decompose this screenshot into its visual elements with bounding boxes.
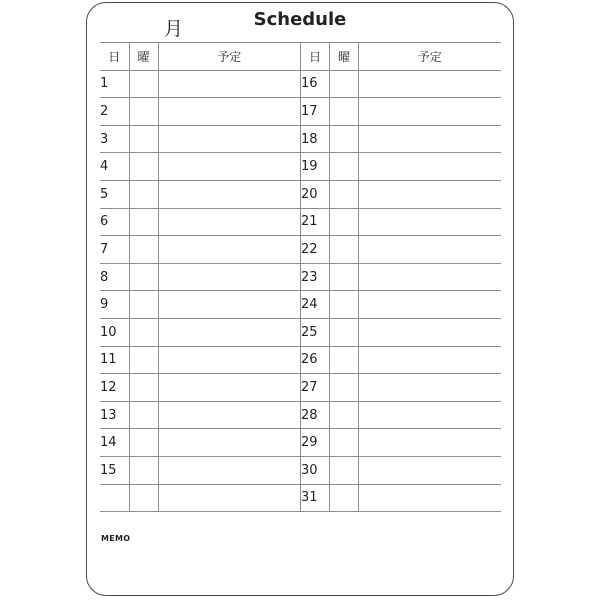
weekday-cell [330,98,359,126]
schedule-row [301,429,501,457]
schedule-table-right [300,42,501,512]
schedule-row [301,236,501,264]
day-number: 2 [100,98,129,126]
plan-cell [359,236,501,264]
weekday-cell [129,374,158,402]
day-number: 19 [301,153,330,181]
plan-cell [158,484,300,512]
weekday-cell [330,346,359,374]
header-row [100,43,300,71]
day-number: 9 [100,291,129,319]
plan-cell [359,429,501,457]
plan-cell [158,401,300,429]
schedule-table-left [100,42,300,512]
column-header-plan: 予定 [158,43,300,71]
day-number: 6 [100,208,129,236]
plan-cell [158,429,300,457]
plan-cell [158,98,300,126]
weekday-cell [129,98,158,126]
day-number: 14 [100,429,129,457]
day-number: 21 [301,208,330,236]
day-number: 13 [100,401,129,429]
weekday-cell [129,180,158,208]
plan-cell [359,456,501,484]
schedule-row [100,456,300,484]
day-number: 3 [100,125,129,153]
schedule-row [301,318,501,346]
day-number: 1 [100,70,129,98]
weekday-cell [330,236,359,264]
day-number: 27 [301,374,330,402]
plan-cell [359,318,501,346]
page-title: Schedule [253,9,347,30]
plan-cell [158,70,300,98]
schedule-row [301,291,501,319]
weekday-cell [129,318,158,346]
plan-cell [158,374,300,402]
weekday-cell [129,125,158,153]
weekday-cell [330,180,359,208]
month-label: 月 [164,18,184,40]
schedule-row [100,153,300,181]
weekday-cell [330,125,359,153]
column-header-weekday: 曜 [330,43,359,71]
memo-label: MEMO [101,534,131,543]
plan-cell [359,70,501,98]
day-number: 12 [100,374,129,402]
schedule-row [100,484,300,512]
weekday-cell [129,429,158,457]
weekday-cell [129,291,158,319]
day-number: 30 [301,456,330,484]
schedule-row [301,456,501,484]
plan-cell [359,374,501,402]
day-number: 17 [301,98,330,126]
schedule-row [301,484,501,512]
column-header-weekday: 曜 [129,43,158,71]
weekday-cell [129,346,158,374]
plan-cell [359,346,501,374]
plan-cell [359,180,501,208]
day-number: 18 [301,125,330,153]
schedule-row [100,263,300,291]
plan-cell [158,153,300,181]
schedule-row [100,374,300,402]
weekday-cell [129,70,158,98]
schedule-row [301,125,501,153]
schedule-row [100,98,300,126]
column-header-day: 日 [100,43,129,71]
plan-cell [359,484,501,512]
day-number: 10 [100,318,129,346]
schedule-row [301,153,501,181]
weekday-cell [330,70,359,98]
day-number: 25 [301,318,330,346]
schedule-row [100,70,300,98]
schedule-row [100,429,300,457]
day-number: 23 [301,263,330,291]
weekday-cell [330,484,359,512]
plan-cell [158,125,300,153]
plan-cell [359,263,501,291]
day-number: 29 [301,429,330,457]
weekday-cell [129,153,158,181]
weekday-cell [330,263,359,291]
plan-cell [158,346,300,374]
schedule-row [301,263,501,291]
plan-cell [158,291,300,319]
weekday-cell [129,456,158,484]
plan-cell [158,263,300,291]
day-number: 16 [301,70,330,98]
schedule-row [100,125,300,153]
plan-cell [158,236,300,264]
weekday-cell [330,208,359,236]
header-row [301,43,501,71]
day-number: 5 [100,180,129,208]
schedule-row [100,318,300,346]
plan-cell [158,180,300,208]
day-number: 22 [301,236,330,264]
weekday-cell [330,401,359,429]
plan-cell [158,318,300,346]
day-number [100,484,129,512]
weekday-cell [330,456,359,484]
weekday-cell [129,236,158,264]
schedule-row [100,401,300,429]
column-header-day: 日 [301,43,330,71]
plan-cell [359,208,501,236]
weekday-cell [330,429,359,457]
schedule-row [301,346,501,374]
schedule-row [301,70,501,98]
schedule-row [301,208,501,236]
day-number: 7 [100,236,129,264]
column-header-plan: 予定 [359,43,501,71]
weekday-cell [129,263,158,291]
schedule-row [100,208,300,236]
schedule-row [301,374,501,402]
day-number: 20 [301,180,330,208]
plan-cell [359,153,501,181]
weekday-cell [330,318,359,346]
plan-cell [359,401,501,429]
schedule-row [100,346,300,374]
day-number: 26 [301,346,330,374]
schedule-row [301,98,501,126]
day-number: 24 [301,291,330,319]
schedule-row [301,180,501,208]
plan-cell [359,125,501,153]
day-number: 28 [301,401,330,429]
weekday-cell [330,153,359,181]
day-number: 11 [100,346,129,374]
plan-cell [158,456,300,484]
weekday-cell [330,374,359,402]
day-number: 15 [100,456,129,484]
weekday-cell [129,484,158,512]
day-number: 31 [301,484,330,512]
weekday-cell [330,291,359,319]
schedule-row [100,180,300,208]
schedule-row [301,401,501,429]
weekday-cell [129,401,158,429]
day-number: 8 [100,263,129,291]
schedule-row [100,236,300,264]
weekday-cell [129,208,158,236]
plan-cell [359,98,501,126]
day-number: 4 [100,153,129,181]
plan-cell [359,291,501,319]
plan-cell [158,208,300,236]
schedule-row [100,291,300,319]
